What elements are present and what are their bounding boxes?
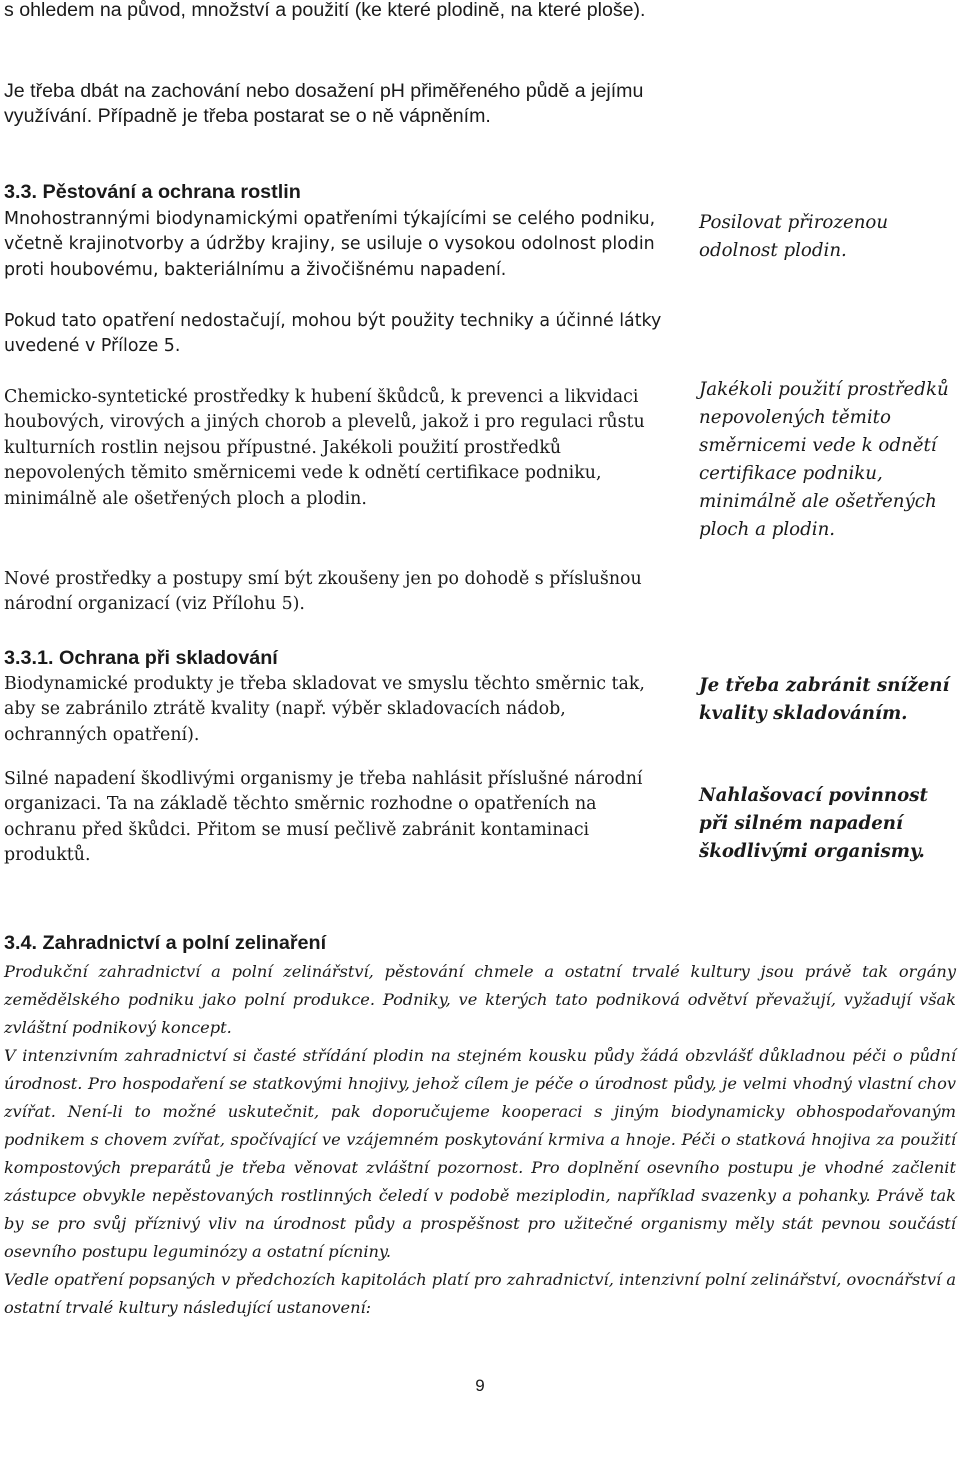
margin-note-unauthorized-means: Jakékoli použití prostředků nepovolených těmito směrnicemi vede k odnětí certifikace podniku, minimálně ale ošetřených ploch a plodin. [699,379,949,540]
section-3-3-paragraph-1: Mnohostrannými biodynamickými opatřeními týkajícími se celého podniku, včetně krajinotvorby a údržby krajiny, se usiluje o vysokou odolnost plodin proti houbovému, bakteriálnímu a živočišnému napadení. [4,209,656,280]
intro-paragraph-1: s ohledem na původ, množství a použití (ke které plodině, na které ploše). [4,0,646,21]
section-3-3-1-heading [4,646,674,671]
section-3-3-paragraph-4: Nové prostředky a postupy smí být zkoušeny jen po dohodě s příslušnou národní organizací (viz Přílohu 5). [4,569,642,615]
section-3-4-heading [4,931,674,956]
section-3-4-body [4,958,956,1322]
section-3-3-number: 3.3. [4,181,37,203]
section-3-4-title: Zahradnictví a polní zelinaření [42,932,327,954]
section-3-3-1-number: 3.3.1. [4,647,54,669]
section-3-4-paragraph-3: Vedle opatření popsaných v předchozích kapitolách platí pro zahradnictví, intenzivní polní zelinářství, ovocnářství a ostatní trvalé kultury následující ustanovení: [4,1270,956,1317]
section-3-4-number: 3.4. [4,932,37,954]
section-3-3-title: Pěstování a ochrana rostlin [42,181,301,203]
margin-note-storage-quality: Je třeba zabránit snížení kvality skladováním. [699,675,950,724]
margin-note-reporting-duty: Nahlašovací povinnost při silném napadení škodlivými organismy. [699,785,928,862]
section-3-4-paragraph-2: V intenzivním zahradnictví si časté střídání plodin na stejném kousku půdy žádá obzvlášť důkladnou péči o půdní úrodnost. Pro hospodaření se statkovými hnojivy, jehož cílem je péče o úrodnost půdy, je velmi vhodný vlastní chov zvířat. Není-li to možné uskutečnit, pak doporučujeme kooperaci s jiným biodynamicky obhospodařovaným podnikem s chovem zvířat, spočívající ve vzájemném poskytování krmiva a hnoje. Péči o statková hnojiva za použití kompostových preparátů je třeba věnovat zvláštní pozornost. Pro doplnění osevního postupu je vhodné začlenit zástupce obvykle nepěstovaných rostlinných čeledí v podobě meziplodin, například svazenky a pohanky. Právě tak by se pro svůj příznivý vliv na úrodnost půdy a prospěšnost pro užitečné organismy měly stát pevnou součástí osevního postupu leguminózy a ostatní pícniny. [4,1046,956,1261]
margin-note-resistance: Posilovat přirozenou odolnost plodin. [699,212,889,261]
intro-paragraph-2: Je třeba dbát na zachování nebo dosažení pH přiměřeného půdě a jejímu využívání. Případně je třeba postarat se o ně vápněním. [4,80,644,128]
section-3-3-paragraph-2: Pokud tato opatření nedostačují, mohou být použity techniky a účinné látky uvedené v Příloze 5. [4,311,662,357]
page-number: 9 [475,1376,485,1395]
section-3-3-paragraph-3: Chemicko-syntetické prostředky k hubení škůdců, k prevenci a likvidaci houbových, virových a jiných chorob a plevelů, jakož i pro regulaci růstu kulturních rostlin nejsou přípustné. Jakékoli použití prostředků nepovolených těmito směrnicemi vede k odnětí certifikace podniku, minimálně ale ošetřených ploch a plodin. [4,387,645,509]
section-3-4-paragraph-1: Produkční zahradnictví a polní zelinářství, pěstování chmele a ostatní trvalé kultury jsou právě tak orgány zemědělského podniku jako polní produkce. Podniky, ve kterých tato podniková odvětví převažují, vyžadují však zvláštní podnikový koncept. [4,962,956,1037]
section-3-3-1-paragraph-2: Silné napadení škodlivými organismy je třeba nahlásit příslušné národní organizaci. Ta na základě těchto směrnic rozhodne o opatřeních na ochranu před škůdci. Přitom se musí pečlivě zabránit kontaminaci produktů. [4,769,643,866]
section-3-3-1-paragraph-1: Biodynamické produkty je třeba skladovat ve smyslu těchto směrnic tak, aby se zabránilo ztrátě kvality (např. výběr skladovacích nádob, ochranných opatření). [4,674,645,745]
section-3-3-heading [4,180,674,205]
section-3-3-1-title: Ochrana při skladování [59,647,278,669]
